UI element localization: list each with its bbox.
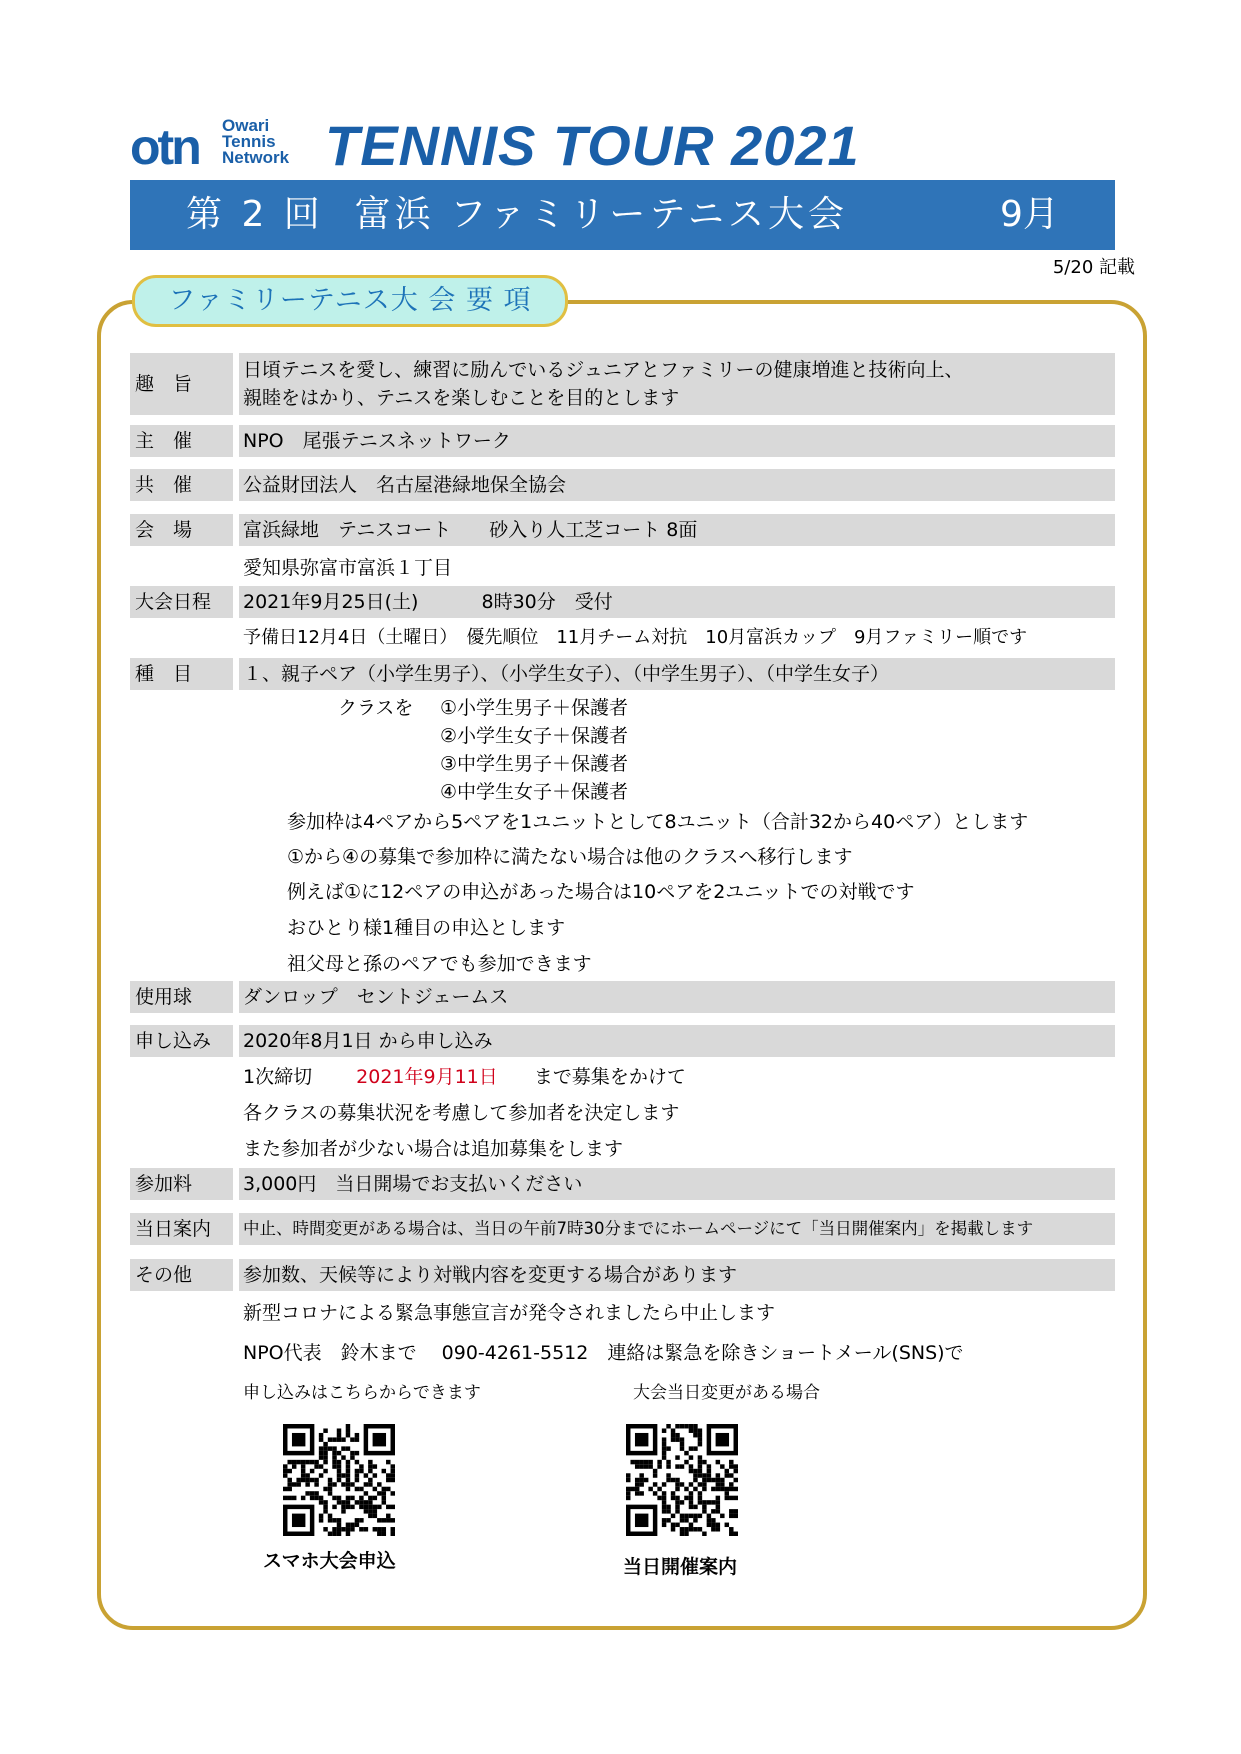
- shumoku-note: おひとり様1種目の申込とします: [287, 917, 566, 939]
- class-item: ③中学生男子＋保護者: [440, 753, 629, 775]
- value-moshikomi: 2020年8月1日 から申し込み: [239, 1025, 1115, 1057]
- deadline-suffix: まで募集をかけて: [533, 1066, 686, 1088]
- logo-tour-title: TENNIS TOUR 2021: [325, 114, 860, 177]
- label-shusai: 主 催: [130, 425, 233, 457]
- kaijo-address: 愛知県弥富市富浜１丁目: [243, 557, 453, 579]
- class-label: クラスを: [338, 697, 414, 719]
- value-shumoku: １、親子ペア（小学生男子）、（小学生女子）、（中学生男子）、（中学生女子）: [239, 658, 1115, 690]
- logo-otn-mark: otn: [130, 119, 199, 175]
- label-kaijo: 会 場: [130, 514, 233, 546]
- section-title: ファミリーテニス大 会 要 項: [132, 275, 568, 327]
- date-note: 5/20 記載: [1052, 257, 1135, 278]
- label-shumoku: 種 目: [130, 658, 233, 690]
- shushi-line1: 日頃テニスを愛し、練習に励んでいるジュニアとファミリーの健康増進と技術向上、: [243, 359, 964, 381]
- value-ball: ダンロップ セントジェームス: [239, 981, 1115, 1013]
- qr-code-entry[interactable]: [283, 1424, 395, 1536]
- label-fee: 参加料: [130, 1168, 233, 1200]
- label-kyosai: 共 催: [130, 469, 233, 501]
- title-banner: [130, 180, 1115, 250]
- label-annai: 当日案内: [130, 1213, 233, 1245]
- logo-tennis: Tennis: [222, 132, 276, 151]
- class-item: ④中学生女子＋保護者: [440, 781, 629, 803]
- label-shushi: 趣 旨: [130, 353, 233, 415]
- value-nittei: 2021年9月25日(土) 8時30分 受付: [239, 586, 1115, 618]
- deadline-prefix: 1次締切: [243, 1066, 313, 1088]
- banner-month: 9月: [1000, 194, 1059, 235]
- nittei-reserve: 予備日12月4日（土曜日） 優先順位 11月チーム対抗 10月富浜カップ 9月ファミリー順です: [243, 627, 1028, 648]
- shumoku-note: 例えば①に12ペアの申込があった場合は10ペアを2ユニットでの対戦です: [287, 881, 915, 903]
- class-item: ①小学生男子＋保護者: [440, 697, 629, 719]
- sonota-line2: 新型コロナによる緊急事態宣言が発令されましたら中止します: [243, 1302, 776, 1324]
- value-kyosai: 公益財団法人 名古屋港緑地保全協会: [239, 469, 1115, 501]
- qr-code-icon: [283, 1424, 395, 1536]
- value-sonota: 参加数、天候等により対戦内容を変更する場合があります: [239, 1259, 1115, 1291]
- logo-owari: Owari: [222, 116, 270, 135]
- sonota-line3: NPO代表 鈴木まで 090-4261-5512 連絡は緊急を除きショートメール(SNS)で: [243, 1342, 964, 1364]
- label-nittei: 大会日程: [130, 586, 233, 618]
- value-shusai: NPO 尾張テニスネットワーク: [239, 425, 1115, 457]
- value-shushi: [239, 353, 1115, 415]
- qr-left-caption-bottom: スマホ大会申込: [263, 1550, 396, 1572]
- value-annai: 中止、時間変更がある場合は、当日の午前7時30分までにホームページにて「当日開催案内」を掲載します: [239, 1213, 1115, 1245]
- moshikomi-line3: 各クラスの募集状況を考慮して参加者を決定します: [243, 1102, 680, 1124]
- logo: [130, 114, 950, 177]
- qr-code-icon: [626, 1424, 738, 1536]
- qr-left-caption-top: 申し込みはこちらからできます: [243, 1383, 481, 1403]
- deadline-line: [243, 1063, 686, 1091]
- deadline-date: 2021年9月11日: [356, 1066, 498, 1088]
- qr-right-caption-top: 大会当日変更がある場合: [633, 1383, 820, 1403]
- banner-title: 第 2 回 富浜 ファミリーテニス大会: [186, 194, 848, 235]
- value-fee: 3,000円 当日開場でお支払いください: [239, 1168, 1115, 1200]
- shumoku-note: 祖父母と孫のペアでも参加できます: [287, 953, 592, 975]
- label-sonota: その他: [130, 1259, 233, 1291]
- logo-org-name: [222, 118, 289, 166]
- label-ball: 使用球: [130, 981, 233, 1013]
- shumoku-note: 参加枠は4ペアから5ペアを1ユニットとして8ユニット（合計32から40ペア）とします: [287, 811, 1029, 833]
- shumoku-note: ①から④の募集で参加枠に満たない場合は他のクラスへ移行します: [287, 846, 853, 868]
- moshikomi-line4: また参加者が少ない場合は追加募集をします: [243, 1138, 624, 1160]
- label-moshikomi: 申し込み: [130, 1025, 233, 1057]
- qr-right-caption-bottom: 当日開催案内: [623, 1556, 738, 1578]
- qr-code-info[interactable]: [626, 1424, 738, 1536]
- class-item: ②小学生女子＋保護者: [440, 725, 629, 747]
- value-kaijo: 富浜緑地 テニスコート 砂入り人工芝コート 8面: [239, 514, 1115, 546]
- shushi-line2: 親睦をはかり、テニスを楽しむことを目的とします: [243, 387, 680, 409]
- logo-network: Network: [222, 148, 290, 167]
